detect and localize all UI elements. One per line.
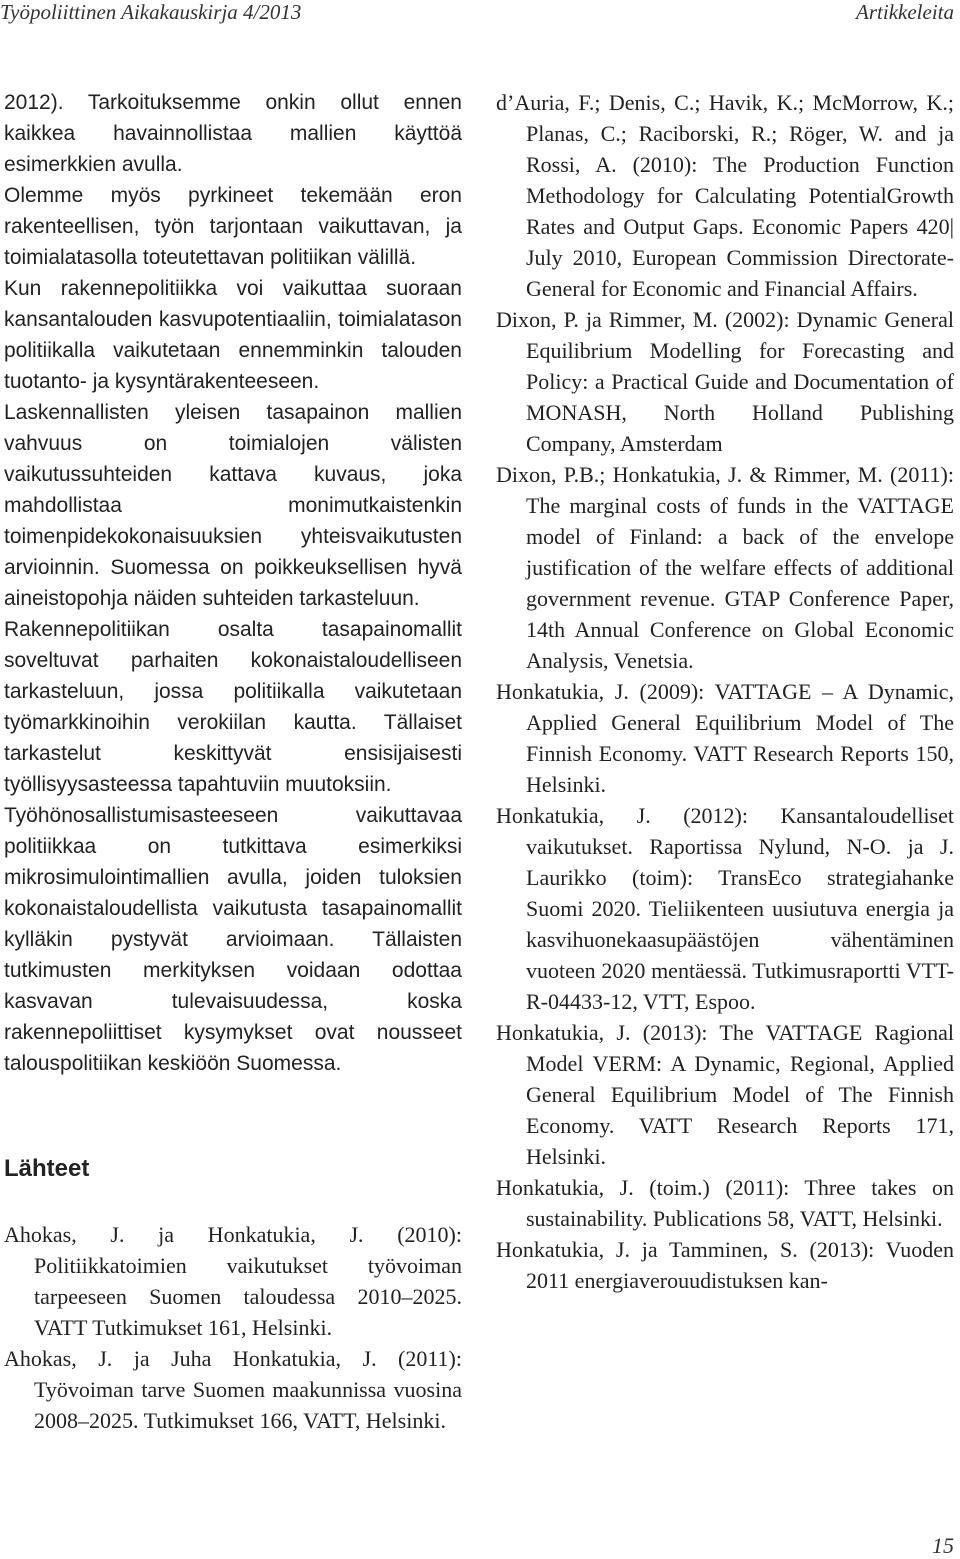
body-paragraph-4: Laskennallisten yleisen tasapainon mallien vahvuus on toimialojen välisten vaikutussuhteiden kattava kuvaus, joka mahdollistaa monimutkaistenkin toimenpidekokonaisuuksien yhteisvaikutusten arvioinnin. Suomessa on poikkeuksellisen hyvä aineistopohja näiden suhteiden tarkasteluun. xyxy=(4,401,462,610)
reference-item: Honkatukia, J. (2009): VATTAGE – A Dynamic, Applied General Equilibrium Model of The Finnish Economy. VATT Research Reports 150, Helsinki. xyxy=(496,679,954,797)
body-paragraph-1: 2012). Tarkoituksemme onkin ollut ennen kaikkea havainnollistaa mallien käyttöä esimerkkien avulla. xyxy=(4,91,462,176)
running-header xyxy=(0,0,960,30)
left-column xyxy=(4,87,462,1436)
journal-title: Työpoliittinen Aikakauskirja 4/2013 xyxy=(0,0,302,24)
reference-item: Honkatukia, J. (2013): The VATTAGE Ragional Model VERM: A Dynamic, Regional, Applied General Equilibrium Model of The Finnish Economy. VATT Research Reports 171, Helsinki. xyxy=(496,1020,954,1169)
reference-item: Dixon, P. ja Rimmer, M. (2002): Dynamic General Equilibrium Modelling for Forecasting and Policy: a Practical Guide and Documentation of MONASH, North Holland Publishing Company, Amsterdam xyxy=(496,307,954,456)
reference-item: Honkatukia, J. ja Tamminen, S. (2013): Vuoden 2011 energiaverouudistuksen kan- xyxy=(496,1237,954,1293)
body-paragraph-3: Kun rakennepolitiikka voi vaikuttaa suoraan kansantalouden kasvupotentiaaliin, toimialatason politiikalla vaikutetaan ennemminkin talouden tuotanto- ja kysyntärakenteeseen. xyxy=(4,277,462,393)
body-paragraph-2: Olemme myös pyrkineet tekemään eron rakenteellisen, työn tarjontaan vaikuttavan, ja toimialatasolla toteutettavan politiikan välillä. xyxy=(4,184,462,269)
references-heading: Lähteet xyxy=(4,1155,90,1182)
reference-item: Dixon, P.B.; Honkatukia, J. & Rimmer, M. (2011): The marginal costs of funds in the VATTAGE model of Finland: a back of the envelope justification of the welfare effects of additional government revenue. GTAP Conference Paper, 14th Annual Conference on Global Economic Analysis, Venetsia. xyxy=(496,462,954,673)
reference-item: Honkatukia, J. (toim.) (2011): Three takes on sustainability. Publications 58, VATT, Helsinki. xyxy=(496,1175,954,1231)
page-number: 15 xyxy=(932,1533,954,1558)
section-label: Artikkeleita xyxy=(856,0,954,24)
reference-item: Ahokas, J. ja Juha Honkatukia, J. (2011): Työvoiman tarve Suomen maakunnissa vuosina 2008–2025. Tutkimukset 166, VATT, Helsinki. xyxy=(4,1346,462,1433)
reference-item: Honkatukia, J. (2012): Kansantaloudelliset vaikutukset. Raportissa Nylund, N-O. ja J. Laurikko (toim): TransEco strategiahanke Suomi 2020. Tieliikenteen uusiutuva energia ja kasvihuonekaasupäästöjen vähentäminen vuoteen 2020 mentäessä. Tutkimusraportti VTT-R-04433-12, VTT, Espoo. xyxy=(496,803,954,1014)
body-paragraph-6: Työhönosallistumisasteeseen vaikuttavaa politiikkaa on tutkittava esimerkiksi mikrosimulointimallien avulla, joiden tuloksien kokonaistaloudellista vaikutusta tasapainomallit kylläkin pystyvät arvioimaan. Tällaisten tutkimusten merkityksen voidaan odottaa kasvavan tulevaisuudessa, koska rakennepoliittiset kysymykset ovat nousseet talouspolitiikan keskiöön Suomessa. xyxy=(4,804,462,1075)
reference-item: d’Auria, F.; Denis, C.; Havik, K.; McMorrow, K.; Planas, C.; Raciborski, R.; Röger, W. and ja Rossi, A. (2010): The Production Function Methodology for Calculating PotentialGrowth Rates and Output Gaps. Economic Papers 420| July 2010, European Commission Directorate-General for Economic and Financial Affairs. xyxy=(496,90,954,301)
right-column xyxy=(496,87,954,1296)
body-paragraph-5: Rakennepolitiikan osalta tasapainomallit soveltuvat parhaiten kokonaistaloudelliseen tarkasteluun, jossa politiikalla vaikutetaan työmarkkinoihin verokiilan kautta. Tällaiset tarkastelut keskittyvät ensisijaisesti työllisyysasteessa tapahtuviin muutoksiin. xyxy=(4,618,462,796)
reference-item: Ahokas, J. ja Honkatukia, J. (2010): Politiikkatoimien vaikutukset työvoiman tarpeeseen Suomen taloudessa 2010–2025. VATT Tutkimukset 161, Helsinki. xyxy=(4,1222,462,1340)
